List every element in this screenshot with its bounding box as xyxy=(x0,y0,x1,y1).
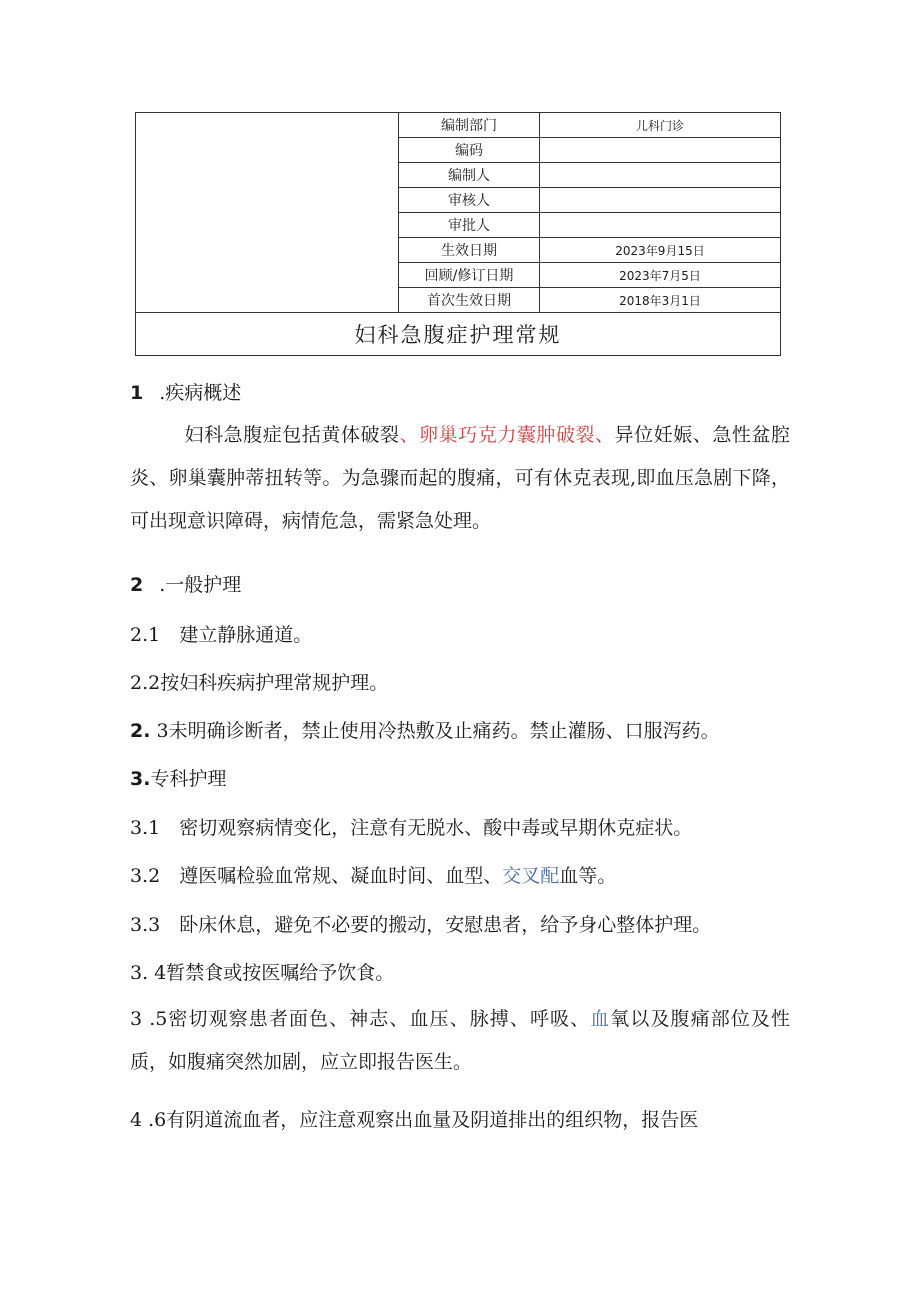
field-label: 编制部门 xyxy=(399,113,540,138)
text-run: 3 .5密切观察患者面色、神志、血压、脉搏、呼吸、 xyxy=(130,1008,591,1030)
section-number: 3. xyxy=(130,768,151,790)
field-value: 2018年3月1日 xyxy=(540,288,781,313)
item-4-6: 4 .6有阴道流血者，应注意观察出血量及阴道排出的组织物，报告医 xyxy=(130,1109,699,1131)
field-label: 首次生效日期 xyxy=(399,288,540,313)
section-title: 专科护理 xyxy=(150,768,227,790)
highlight-text: 交叉配 xyxy=(502,865,560,887)
document-control-table xyxy=(135,112,781,356)
section-title: .疾病概述 xyxy=(159,382,242,404)
section-heading-3 xyxy=(130,764,226,791)
field-label: 审核人 xyxy=(399,188,540,213)
text-run: 氧以及腹痛部位及性质，如腹痛突然加剧，应立即报告医生。 xyxy=(130,1008,790,1073)
text-run: 血等。 xyxy=(559,865,617,887)
item-3-4: 3. 4暂禁食或按医嘱给予饮食。 xyxy=(130,962,395,984)
text-run: 3未明确诊断者，禁止使用冷热敷及止痛药。禁止灌肠、口服泻药。 xyxy=(150,720,720,742)
field-value xyxy=(540,163,781,188)
highlight-text: 、卵巢巧克力囊肿破裂、 xyxy=(399,424,615,446)
text-run: 3.2 遵医嘱检验血常规、凝血时间、血型、 xyxy=(130,865,503,887)
section-title: .一般护理 xyxy=(159,574,242,596)
section-number: 2. xyxy=(130,720,151,742)
field-value: 2023年7月5日 xyxy=(540,263,781,288)
item-3-3: 3.3 卧床休息，避免不必要的搬动，安慰患者，给予身心整体护理。 xyxy=(130,914,712,936)
field-label: 回顾/修订日期 xyxy=(399,263,540,288)
field-value xyxy=(540,188,781,213)
section-number: 1 xyxy=(130,382,144,404)
section-heading-2 xyxy=(130,570,241,597)
field-label: 生效日期 xyxy=(399,238,540,263)
field-value: 2023年9月15日 xyxy=(540,238,781,263)
section-heading-1 xyxy=(130,378,241,405)
item-2-3 xyxy=(130,716,720,743)
field-label: 编制人 xyxy=(399,163,540,188)
item-3-5 xyxy=(130,998,790,1084)
field-label: 审批人 xyxy=(399,213,540,238)
section-number: 2 xyxy=(130,574,144,596)
item-3-1: 3.1 密切观察病情变化，注意有无脱水、酸中毒或早期休克症状。 xyxy=(130,817,693,839)
text-run: 异位妊娠、急性盆腔炎、卵巢囊肿蒂扭转等。为急骤而起的腹痛，可有休克表现,即血压急剧下降，可出现意识障碍，病情危急，需紧急处理。 xyxy=(130,424,790,532)
highlight-text: 血 xyxy=(590,1008,611,1030)
field-value xyxy=(540,213,781,238)
text-run: 妇科急腹症包括黄体破裂 xyxy=(184,424,400,446)
disease-overview-paragraph xyxy=(130,414,790,543)
document-title: 妇科急腹症护理常规 xyxy=(136,313,781,356)
item-2-2: 2.2按妇科疾病护理常规护理。 xyxy=(130,672,389,694)
field-label: 编码 xyxy=(399,138,540,163)
item-3-2 xyxy=(130,861,616,888)
item-2-1: 2.1 建立静脉通道。 xyxy=(130,624,313,646)
logo-area xyxy=(136,113,399,313)
field-value xyxy=(540,138,781,163)
field-value: 儿科门诊 xyxy=(540,113,781,138)
